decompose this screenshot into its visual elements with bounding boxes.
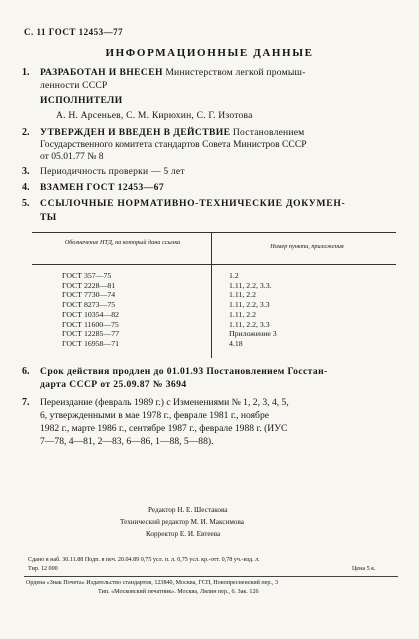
table-col2-header: Номер пункта, приложения xyxy=(270,243,344,250)
table-column-divider xyxy=(211,232,212,358)
table-cell-document: ГОСТ 7730—74 xyxy=(62,290,116,300)
table-cell-reference: 1.11, 2.2, 3.3 xyxy=(229,319,270,329)
performers-list: А. Н. Арсеньев, С. М. Кирюхин, С. Г. Изотова xyxy=(56,110,253,121)
table-col1-header: Обозначение НТД, на который дана ссылка xyxy=(64,239,181,246)
item-1-line-2: ленности СССР xyxy=(40,80,108,91)
item-2-text: Постановлением xyxy=(232,127,305,138)
table-cell-document: ГОСТ 8273—75 xyxy=(62,300,116,310)
table-header-rule xyxy=(32,264,396,265)
table-cell-reference: 1.11, 2.2 xyxy=(229,290,256,300)
item-2-line-2: Государственного комитета стандартов Совета Министров СССР xyxy=(40,139,307,150)
item-7-line-2: 6, утвержденными в мае 1978 г., феврале 1981 г., ноябре xyxy=(40,410,269,421)
item-3-text: Периодичность проверки — 5 лет xyxy=(40,166,185,177)
footer-rule xyxy=(24,576,398,577)
item-6-line-2: дарта СССР от 25.09.87 № 3694 xyxy=(40,379,187,390)
imprint-line-1: Сдано в наб. 30.11.88 Подп. в печ. 20.04.89 0,75 усл. п. л. 0,75 усл. кр.-отт. 0,78 уч.-изд. л. xyxy=(28,557,260,563)
item-number-7: 7. xyxy=(22,397,30,408)
table-cell-document: ГОСТ 10354—82 xyxy=(62,309,120,319)
item-number-3: 3. xyxy=(22,166,30,177)
item-2-heading: УТВЕРЖДЕН И ВВЕДЕН В ДЕЙСТВИЕ xyxy=(40,127,231,138)
item-number-2: 2. xyxy=(22,127,30,138)
item-number-4: 4. xyxy=(22,182,30,193)
table-top-rule xyxy=(32,232,396,233)
table-cell-document: ГОСТ 357—75 xyxy=(62,271,112,280)
table-cell-document: ГОСТ 2228—81 xyxy=(62,280,116,290)
item-4-text: ВЗАМЕН ГОСТ 12453—67 xyxy=(40,182,165,193)
imprint-price: Цена 5 к. xyxy=(352,566,376,572)
table-cell-document: ГОСТ 16958—71 xyxy=(62,338,120,348)
section-title: ИНФОРМАЦИОННЫЕ ДАННЫЕ xyxy=(105,47,314,59)
tech-editor-credit: Технический редактор М. И. Максимова xyxy=(120,518,244,526)
item-5-line-2: ТЫ xyxy=(40,212,57,223)
table-cell-reference: 1.11, 2.2, 3.3 xyxy=(229,300,270,310)
item-number-5: 5. xyxy=(22,198,30,209)
item-1-heading: РАЗРАБОТАН И ВНЕСЕН xyxy=(40,67,163,78)
item-6-line-1: Срок действия продлен до 01.01.93 Постановлением Госстан- xyxy=(40,366,328,377)
item-7-line-1: Переиздание (февраль 1989 г.) с Изменениями № 1, 2, 3, 4, 5, xyxy=(40,397,289,408)
performers-heading: ИСПОЛНИТЕЛИ xyxy=(40,95,123,106)
table-cell-reference: Приложение 3 xyxy=(229,329,277,339)
item-2-line-1 xyxy=(40,127,304,139)
footer-line-1: Ордена «Знак Почета» Издательство стандартов, 123840, Москва, ГСП, Новопресненский пер., 3 xyxy=(26,580,279,586)
item-5-line-1: ССЫЛОЧНЫЕ НОРМАТИВНО-ТЕХНИЧЕСКИЕ ДОКУМЕН- xyxy=(40,198,346,209)
table-cell-document: ГОСТ 12285—77 xyxy=(62,329,120,339)
page-header: С. 11 ГОСТ 12453—77 xyxy=(24,27,124,37)
item-number-6: 6. xyxy=(22,366,30,377)
item-2-line-3: от 05.01.77 № 8 xyxy=(40,151,104,162)
editor-credit: Редактор Н. Е. Шестакова xyxy=(148,506,228,514)
table-cell-reference: 4.18 xyxy=(229,338,243,348)
table-cell-document: ГОСТ 11600—75 xyxy=(62,319,119,329)
item-7-line-3: 1982 г., марте 1986 г., сентябре 1987 г., феврале 1988 г. (ИУС xyxy=(40,423,288,434)
item-1-text: Министерством легкой промыш- xyxy=(165,67,306,78)
table-cell-reference: 1.2 xyxy=(229,271,239,280)
item-number-1: 1. xyxy=(22,67,30,78)
item-7-line-4: 7—78, 4—81, 2—83, 6—86, 1—88, 5—88). xyxy=(40,436,214,447)
table-cell-reference: 1.11, 2.2 xyxy=(229,309,256,319)
item-1-line-1 xyxy=(40,67,305,79)
table-cell-reference: 1.11, 2.2, 3.3. xyxy=(229,280,272,290)
footer-line-2: Тип. «Московский печатник». Москва, Лялин пер., 6. Зак. 126 xyxy=(98,589,259,595)
imprint-print-run: Тир. 12 000 xyxy=(28,566,58,572)
proofreader-credit: Корректор Е. И. Евтеева xyxy=(146,530,221,538)
